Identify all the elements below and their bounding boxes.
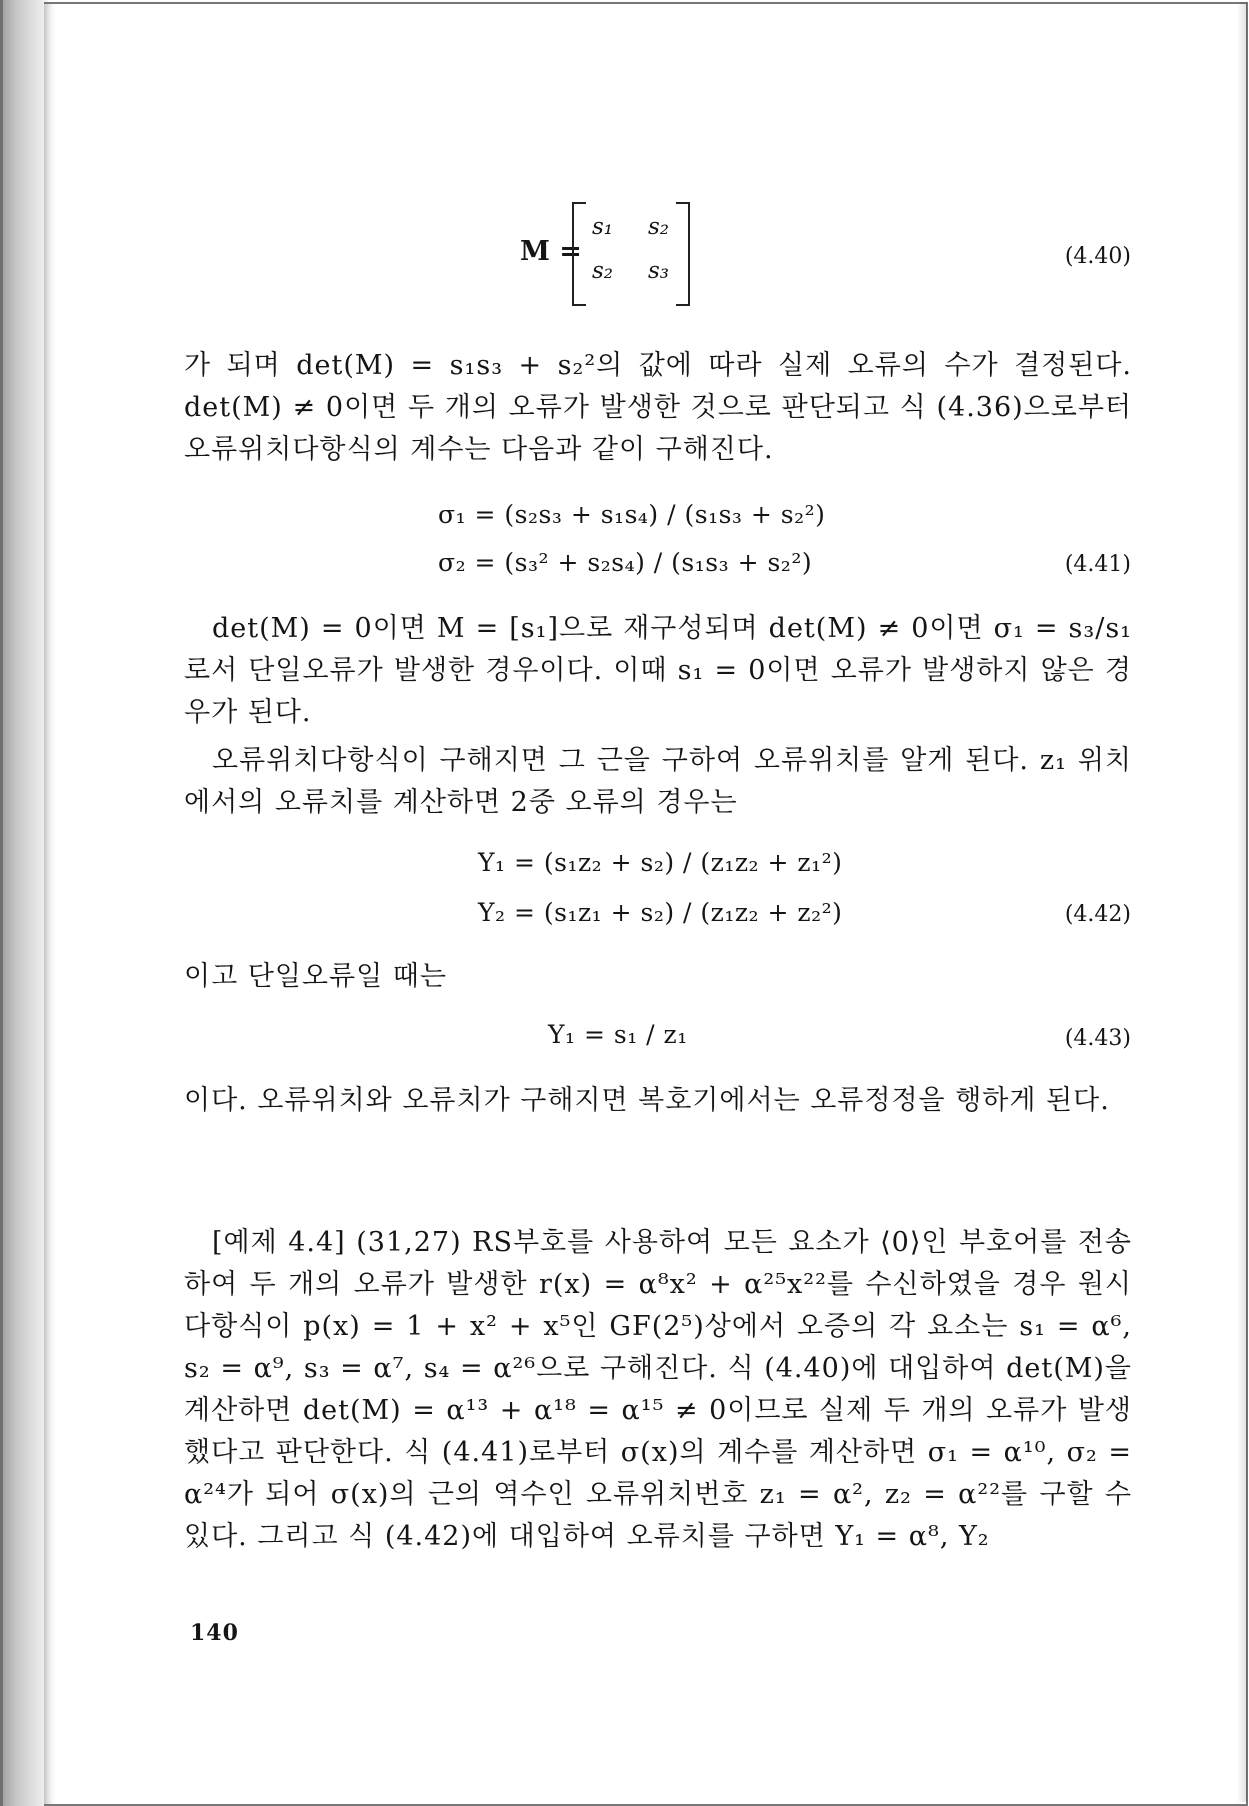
paragraph-5: 이다. 오류위치와 오류치가 구해지면 복호기에서는 오류정정을 행하게 된다. [184,1085,1110,1116]
page-edge-shadow [1237,2,1247,1802]
example-4-4-paragraph: [예제 4.4] (31,27) RS부호를 사용하여 모든 요소가 ⟨0⟩인 부호어를 전송하여 두 개의 오류가 발생한 r(x) = α⁸x² + α²⁵x²²를 수신하였을 경우 원시다항식이 p(x) = 1 + x² + x⁵인 GF(2⁵)상에서 오증의 각 요소는 s₁ = α⁶, s₂ = α⁹, s₃ = α⁷, s₄ = α²⁶으로 구해진다. 식 (4.40)에 대입하여 det(M)을 계산하면 det(M) = α¹³ + α¹⁸ = α¹⁵ ≠ 0이므로 실제 두 개의 오류가 발생했다고 판단한다. 식 (4.41)로부터 σ(x)의 계수를 계산하면 σ₁ = α¹⁰, σ₂ = α²⁴가 되어 σ(x)의 근의 역수인 오류위치번호 z₁ = α², z₂ = α²²를 구할 수 있다. 그리고 식 (4.42)에 대입하여 오류치를 구하면 Y₁ = α⁸, Y₂ [184,1227,1132,1552]
paragraph-2: det(M) = 0이면 M = [s₁]으로 재구성되며 det(M) ≠ 0이면 σ₁ = s₃/s₁로서 단일오류가 발생한 경우이다. 이때 s₁ = 0이면 오류가 발생하지 않은 경우가 된다. [184,613,1132,728]
paragraph-3: 오류위치다항식이 구해지면 그 근을 구하여 오류위치를 알게 된다. z₁ 위치에서의 오류치를 계산하면 2중 오류의 경우는 [184,745,1132,818]
equation-number-4-40: (4.40) [1064,244,1131,269]
equation-number-4-41: (4.41) [1064,552,1131,577]
equation-4-43: Y₁ = s₁ / z₁ [548,1020,688,1049]
matrix-cell-1-1: s₁ [592,214,614,240]
equation-4-42-line-1: Y₁ = (s₁z₂ + s₂) / (z₁z₂ + z₁²) [478,848,843,877]
paragraph-4: 이고 단일오류일 때는 [184,961,447,992]
paragraph-1: 가 되며 det(M) = s₁s₃ + s₂²의 값에 따라 실제 오류의 수가 결정된다. det(M) ≠ 0이면 두 개의 오류가 발생한 것으로 판단되고 식 (4.36)으로부터 오류위치다항식의 계수는 다음과 같이 구해진다. [184,350,1132,465]
matrix-label: M = [520,236,582,267]
book-spine [0,0,48,1806]
page-number: 140 [190,1620,239,1646]
equation-4-41-line-1: σ₁ = (s₂s₃ + s₁s₄) / (s₁s₃ + s₂²) [438,500,826,529]
matrix-cell-2-1: s₂ [592,258,614,284]
equation-number-4-43: (4.43) [1064,1026,1131,1051]
matrix-cell-2-2: s₃ [648,258,670,284]
equation-4-41-line-2: σ₂ = (s₃² + s₂s₄) / (s₁s₃ + s₂²) [438,548,813,577]
equation-number-4-42: (4.42) [1064,902,1131,927]
matrix-cell-1-2: s₂ [648,214,670,240]
matrix-right-bracket [676,202,690,306]
matrix-left-bracket [572,202,586,306]
equation-4-42-line-2: Y₂ = (s₁z₁ + s₂) / (z₁z₂ + z₂²) [478,898,843,927]
spine-edge [0,0,3,1806]
